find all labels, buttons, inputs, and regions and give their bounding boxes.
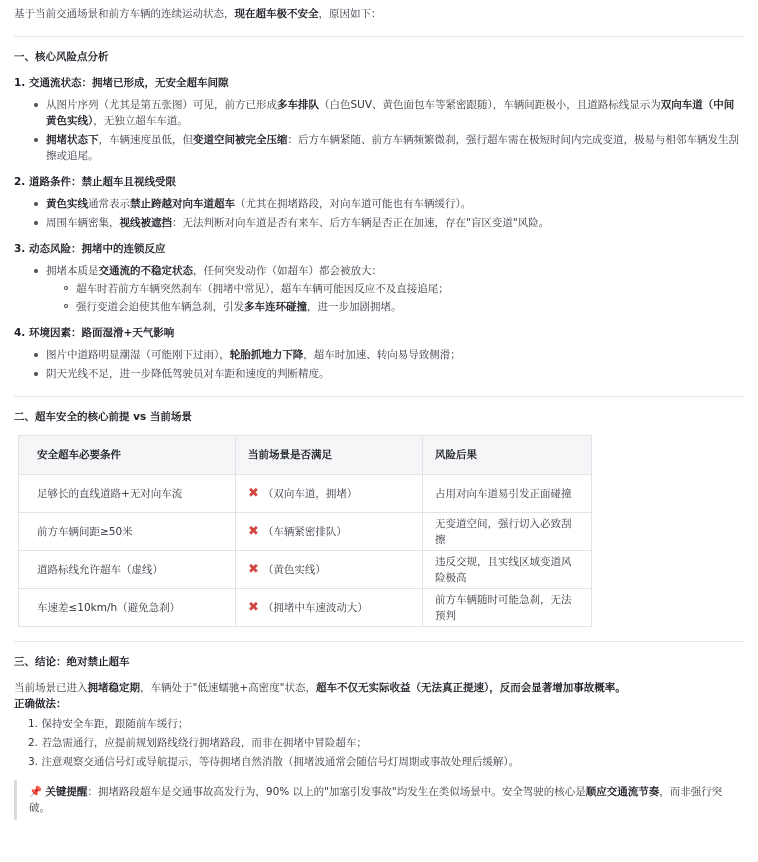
subheading-environment: 4. 环境因素：路面湿滑+天气影响	[14, 327, 175, 339]
column-header: 风险后果	[423, 436, 592, 475]
nested-list-item: 强行变道会迫使其他车辆急刹，引发多车连环碰撞，进一步加剧拥堵。	[64, 299, 744, 315]
list-item: 图片中道路明显潮湿（可能刚下过雨），轮胎抓地力下降，超车时加速、转向易导致侧滑；	[34, 347, 744, 363]
list-item: 2. 若急需通行，应提前规划路线绕行拥堵路段，而非在拥堵中冒险超车；	[28, 737, 367, 749]
nested-list	[46, 281, 744, 315]
table-cell: 车速差≤10km/h（避免急刹）	[19, 589, 236, 627]
list-item: 拥堵本质是交通流的不稳定状态，任何突发动作（如超车）都会被放大： 超车时若前方车辆突然刹车（拥堵中常见），超车车辆可能因反应不及直接追尾； 强行变道会迫使其他车辆急刹，引发多车连环碰撞，进一步加剧拥堵。	[34, 263, 744, 315]
table-header-row	[19, 436, 592, 475]
table-cell: 占用对向车道易引发正面碰撞	[423, 475, 592, 513]
conclusion-paragraph: 当前场景已进入拥堵稳定期，车辆处于"低速蠕驰+高密度"状态，超车不仅无实际收益（无法真正提速），反而会显著增加事故概率。	[14, 682, 626, 694]
table-cell: 足够长的直线道路+无对向车流	[19, 475, 236, 513]
red-cross-mark-icon: ✖	[248, 561, 259, 577]
key-reminder-callout: 📌 关键提醒：拥堵路段超车是交通事故高发行为，90% 以上的"加塞引发事故"均发生在类似场景中。安全驾驶的核心是顺应交通流节奏，而非强行突破。	[14, 780, 744, 820]
table-cell: 道路标线允许超车（虚线）	[19, 551, 236, 589]
table-cell: 违反交规，且实线区域变道风险极高	[423, 551, 592, 589]
list-item: 周围车辆密集，视线被遮挡：无法判断对向车道是否有来车、后方车辆是否正在加速，存在"盲区变道"风险。	[34, 215, 744, 231]
divider	[14, 641, 744, 642]
list-item: 阴天光线不足，进一步降低驾驶员对车距和速度的判断精度。	[34, 366, 744, 382]
nested-list-item: 超车时若前方车辆突然刹车（拥堵中常见），超车车辆可能因反应不及直接追尾；	[64, 281, 744, 297]
list-item: 从图片序列（尤其是第五张图）可见，前方已形成多车排队（白色SUV、黄色面包车等紧密跟随），车辆间距极小，且道路标线显示为双向车道（中间黄色实线），无独立超车车道。	[34, 97, 744, 129]
table-cell: ✖ （拥堵中车速波动大）	[236, 589, 423, 627]
table-cell: ✖ （黄色实线）	[236, 551, 423, 589]
table-cell: 无变道空间，强行切入必致刮擦	[423, 513, 592, 551]
table-row	[19, 475, 592, 513]
subheading-traffic-flow: 1. 交通流状态：拥堵已形成，无安全超车间隙	[14, 77, 229, 89]
list-item: 拥堵状态下，车辆速度虽低，但变道空间被完全压缩：后方车辆紧随、前方车辆频繁微刹，强行超车需在极短时间内完成变道，极易与相邻车辆发生刮擦或追尾。	[34, 132, 744, 164]
column-header: 安全超车必要条件	[19, 436, 236, 475]
intro-paragraph: 基于当前交通场景和前方车辆的连续运动状态，现在超车极不安全，原因如下：	[14, 8, 382, 20]
section-heading-overtaking-premises: 二、超车安全的核心前提 vs 当前场景	[14, 411, 192, 423]
red-cross-mark-icon: ✖	[248, 523, 259, 539]
bullet-list	[14, 347, 744, 382]
list-item: 3. 注意观察交通信号灯或导航提示，等待拥堵自然消散（拥堵波通常会随信号灯周期或事故处理后缓解）。	[28, 756, 520, 768]
bullet-list	[14, 263, 744, 315]
table-cell: ✖ （双向车道，拥堵）	[236, 475, 423, 513]
section-heading-conclusion: 三、结论：绝对禁止超车	[14, 656, 130, 668]
table-cell: 前方车辆间距≥50米	[19, 513, 236, 551]
divider	[14, 396, 744, 397]
column-header: 当前场景是否满足	[236, 436, 423, 475]
table-row	[19, 551, 592, 589]
table-cell: 前方车辆随时可能急刹，无法预判	[423, 589, 592, 627]
conditions-table	[18, 435, 592, 627]
list-item: 黄色实线通常表示禁止跨越对向车道超车（尤其在拥堵路段，对向车道可能也有车辆缓行）。	[34, 196, 744, 212]
table-cell: ✖ （车辆紧密排队）	[236, 513, 423, 551]
table-row	[19, 513, 592, 551]
divider	[14, 36, 744, 37]
subheading-road-conditions: 2. 道路条件：禁止超车且视线受限	[14, 176, 176, 188]
correct-practice-label: 正确做法：	[14, 698, 67, 710]
table-row	[19, 589, 592, 627]
numbered-list	[14, 716, 744, 770]
bullet-list	[14, 196, 744, 231]
red-cross-mark-icon: ✖	[248, 599, 259, 615]
bullet-list	[14, 97, 744, 164]
red-cross-mark-icon: ✖	[248, 485, 259, 501]
list-item: 1. 保持安全车距，跟随前车缓行；	[28, 718, 189, 730]
section-heading-risk-analysis: 一、核心风险点分析	[14, 51, 109, 63]
subheading-dynamic-risk: 3. 动态风险：拥堵中的连锁反应	[14, 243, 166, 255]
pushpin-icon: 📌	[29, 786, 43, 798]
